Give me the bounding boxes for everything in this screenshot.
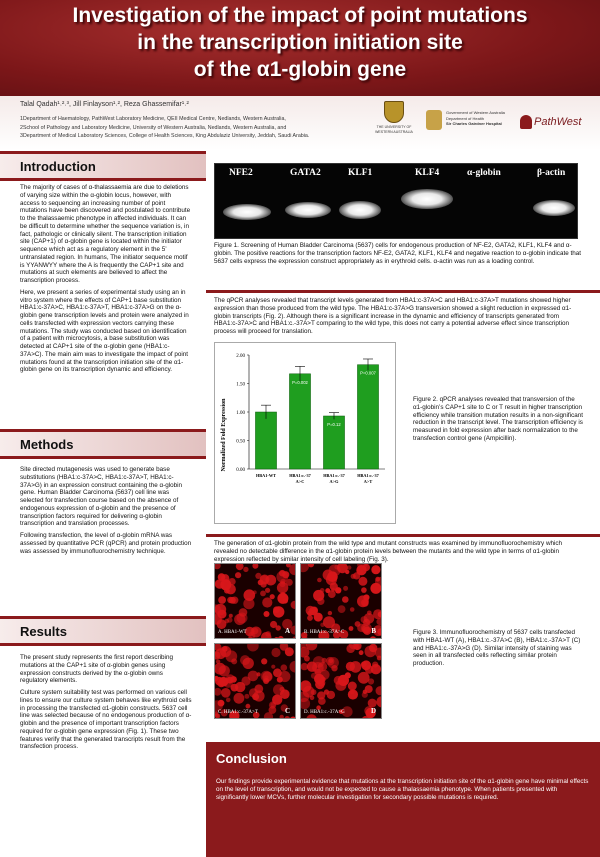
poster-title bbox=[0, 2, 600, 83]
x-tick-label: HBA1:c.-37 bbox=[357, 473, 379, 478]
health-logo bbox=[426, 108, 516, 138]
gel-lane-label: KLF1 bbox=[348, 168, 373, 178]
affiliation-3: 3Department of Medical Laboratory Sciences, College of Health Sciences, King Abdulaziz University, Jeddah, Saudi Arabia. bbox=[20, 133, 310, 139]
x-tick-label: A>T bbox=[363, 479, 373, 484]
y-axis-label: Normalized Fold Expression bbox=[221, 398, 227, 472]
micrograph-label: C. HBA1:c.-37A>T bbox=[218, 710, 258, 715]
header bbox=[0, 0, 600, 150]
y-tick-label: 0.00 bbox=[236, 468, 245, 473]
title-line-1: Investigation of the impact of point mutations bbox=[72, 4, 528, 27]
pathwest-mark-icon bbox=[520, 115, 532, 129]
micrograph-cells bbox=[215, 644, 296, 719]
qpcr-chart-svg bbox=[215, 343, 395, 523]
affiliation-2: 2School of Pathology and Laboratory Medicine, University of Western Australia, Nedlands, Western Australia, and bbox=[20, 124, 287, 131]
p-value-label: P=0.12 bbox=[327, 421, 341, 427]
health-logo-text bbox=[446, 110, 505, 127]
affiliation-1: 1Department of Haematology, PathWest Laboratory Medicine, QEII Medical Centre, Nedlands, Western Australia, bbox=[20, 116, 286, 122]
y-tick-label: 1.50 bbox=[236, 382, 245, 388]
micrograph bbox=[300, 643, 382, 719]
micrograph-letter: B bbox=[371, 627, 376, 635]
gel-band bbox=[339, 201, 381, 219]
results-body bbox=[20, 654, 192, 755]
p-value-label: P=0.007 bbox=[360, 370, 376, 376]
title-line-2: in the transcription initiation site bbox=[137, 31, 463, 54]
x-tick-label: HBA1-WT bbox=[255, 473, 277, 478]
results-paragraph: Culture system suitability test was performed on various cell lines to ensure our culture system behaves like erythroid cells in processing the transfected α1-globin constructs. 5637 cell line was selected because of no endogenous production of α-globin and the presence of important transcription factors required for α-globin gene expression (Fig. 1). These two features verify that the generated transcripts result from the transfection process. bbox=[20, 689, 192, 751]
title-line-3: of the α1-globin gene bbox=[193, 58, 407, 81]
introduction-body bbox=[20, 184, 192, 378]
health-logo-line-2: Department of Health bbox=[446, 115, 485, 121]
gel-band bbox=[533, 200, 575, 216]
methods-body bbox=[20, 466, 192, 559]
gel-band bbox=[401, 189, 453, 209]
health-logo-line-3: Sir Charles Gairdner Hospital bbox=[446, 121, 502, 126]
micrograph-label: D. HBA1:c.-37A>G bbox=[304, 710, 345, 715]
micrograph-label: A. HBA1-WT bbox=[218, 630, 247, 635]
gel-lane-label: α-globin bbox=[467, 168, 501, 178]
micrograph-letter: A bbox=[284, 627, 290, 635]
gel-lane-label: KLF4 bbox=[415, 168, 440, 178]
micrograph bbox=[214, 563, 296, 639]
health-logo-line-1: Government of Western Australia bbox=[446, 110, 505, 115]
methods-paragraph: Following transfection, the level of α-globin mRNA was assessed by quantitative PCR (qPCR) and protein production was assessed by immunofluorochemistry technique. bbox=[20, 532, 192, 555]
intro-paragraph: Here, we present a series of experimental study using an in vitro system where the effects of CAP+1 base substitution HBA1:c-37A>C, HBA1:c-37A>T, HBA1:c-37A>G on the α-globin gene transcription levels and protein were analyzed in cells transfected with expression vectors carrying these mutations. The study was conducted based on identification of a patient with microcytosis, a base substitution was detected at CAP+1 site of the α-globin gene (HBA1:c-37A>C). The main aim was to investigate the impact of point mutations found at the transcription initiation site of the α1-globin gene on its transcription dynamic and efficiency. bbox=[20, 288, 189, 374]
gel-lane-label: GATA2 bbox=[290, 168, 321, 178]
x-tick-label: A>C bbox=[295, 479, 305, 484]
methods-heading: Methods bbox=[20, 437, 74, 452]
results-heading-bar bbox=[0, 616, 206, 646]
x-tick-label: HBA1:c.-37 bbox=[289, 473, 311, 478]
gel-band bbox=[285, 202, 331, 218]
protein-paragraph: The generation of α1-globin protein from the wild type and mutant constructs was examined by immunofluorochemistry which revealed no detectable difference in the α1-globin protein levels between the mutants and the wild type in terms of α1-globin expression reflected by similar intensity of cell labeling (Fig. 3). bbox=[214, 540, 563, 563]
figure-1-caption: Figure 1. Screening of Human Bladder Carcinoma (5637) cells for endogenous production of NF-E2, GATA2, KLF1, KLF4 and α-globin. The positive reactions for the transcription factors NF-E2, GATA2, KLF1, KLF4 and negative reaction to α-globin indicate that 5637 cells express the expression construct appropriately as in erythroid cells. α-actin was run as a loading control. bbox=[214, 242, 581, 265]
uwa-crest-icon bbox=[384, 101, 404, 123]
qpcr-paragraph: The qPCR analyses revealed that transcript levels generated from HBA1:c-37A>C and HBA1:c-37A>T mutations showed higher expression than those produced from the wild type. The HBA1:c-37A>G transversion showed a slight reduction in expressed α1-globin transcripts (Fig. 2). Although there is a significant increase in the dynamic and efficiency of transcripts generated from HBA1:c-37A>C and HBA1:c.-37A>T comparing to the wild type, this does not carry a potential adverse effect since transcription process will proceed for translation. bbox=[214, 297, 572, 335]
bar bbox=[357, 365, 378, 469]
bar bbox=[255, 412, 276, 469]
gel-lane-label: β-actin bbox=[537, 168, 566, 178]
affiliations bbox=[20, 115, 350, 141]
micrograph bbox=[300, 563, 382, 639]
bar bbox=[289, 374, 310, 469]
uwa-logo bbox=[374, 101, 414, 147]
left-column bbox=[0, 150, 206, 857]
y-tick-label: 1.00 bbox=[236, 411, 245, 416]
x-tick-label: A>G bbox=[329, 479, 339, 484]
pathwest-logo-text: PathWest bbox=[534, 115, 582, 128]
pathwest-logo bbox=[520, 115, 582, 129]
conclusion-text: Our findings provide experimental evidence that mutations at the transcription initiation site of the α1-globin gene have minimal effects on the level of transcription, and would not be expected to cause a thalassaemia phenotype. When patients presented with significantly lower MCVs, further molecular investigation for secondary possible mutations is required. bbox=[216, 778, 589, 801]
micrograph-cells bbox=[301, 644, 382, 719]
x-tick-label: HBA1:c.-37 bbox=[323, 473, 345, 478]
conclusion-panel bbox=[206, 742, 600, 857]
figure-2-caption: Figure 2. qPCR analyses revealed that transversion of the α1-globin’s CAP+1 site to C or T result in higher transcription efficiency while transition mutation results in a non-significant reduction in the transcript level. The transcription efficiency is measured in fold expression after back normalization to the transfection control gene (Ampicillin). bbox=[413, 396, 583, 442]
methods-heading-bar bbox=[0, 429, 206, 459]
introduction-heading: Introduction bbox=[20, 159, 96, 174]
uwa-logo-text: THE UNIVERSITY OF WESTERN AUSTRALIA bbox=[375, 125, 413, 134]
results-heading: Results bbox=[20, 624, 67, 639]
divider bbox=[206, 290, 600, 293]
p-value-label: P=0.002 bbox=[292, 379, 308, 385]
y-tick-label: 0.50 bbox=[236, 439, 245, 445]
micrograph bbox=[214, 643, 296, 719]
divider bbox=[206, 534, 600, 537]
authors: Talal Qadah¹˒²˒³, Jill Finlayson¹˒², Reza Ghassemifar¹˒² bbox=[20, 101, 189, 108]
micrograph-letter: D bbox=[370, 707, 376, 715]
results-paragraph: The present study represents the first report describing mutations at the CAP+1 site of α-globin genes using expression constructs derived by the α-globin owns regulatory elements. bbox=[20, 654, 173, 685]
intro-paragraph: The majority of cases of α-thalassaemia are due to deletions of varying size within the α-globin locus, however, with access to sequencing an increasing number of point mutations have been discovered and postulated to contribute to the thalassaemic phenotype in affected individuals. It can be difficult to determine whether the sequence variation is, in fact, pathologic or clinically silent. The transcription initiation site (CAP+1) of α-globin gene is located within the initiator sequence which act as a regulatory element in the 5’ untranslated region. In humans, The initiator sequence motif is YYANWYY where the A is frequently the CAP+1 site and mutations at such elements are believed to affect the transcription process. bbox=[20, 184, 191, 284]
introduction-heading-bar bbox=[0, 151, 206, 181]
conclusion-heading: Conclusion bbox=[216, 751, 287, 766]
micrograph-cells bbox=[301, 564, 382, 639]
gel-band bbox=[223, 204, 271, 220]
y-tick-label: 2.00 bbox=[236, 354, 245, 359]
micrograph-letter: C bbox=[284, 707, 290, 715]
gel-image bbox=[214, 163, 578, 239]
micrograph-label: B. HBA1:c.-37A>C bbox=[304, 630, 345, 635]
wa-crest-icon bbox=[426, 110, 442, 130]
figure-3-caption: Figure 3. Immunofluorochemistry of 5637 cells transfected with HBA1-WT (A), HBA1:c.-37A>C (B), HBA1:c.-37A>T (C) and HBA1:c.-37A>G (D). Similar intensity of staining was seen in all transfected cells reflecting similar protein production. bbox=[413, 629, 581, 667]
methods-paragraph: Site directed mutagenesis was used to generate base substitutions (HBA1:c-37A>C, HBA1:c-37A>T, HBA1:c-37A>G) in an expression construct containing the α-globin gene. Human Bladder Carcinoma (5637) cell line was selected for transfection course based on the absence of endogenous expression of α-globin and the presence of transcription factors required for delivering α-globin transcription and translation processes. bbox=[20, 466, 183, 528]
gel-lane-label: NFE2 bbox=[229, 168, 253, 178]
micrograph-cells bbox=[215, 564, 296, 639]
qpcr-chart bbox=[214, 342, 396, 524]
